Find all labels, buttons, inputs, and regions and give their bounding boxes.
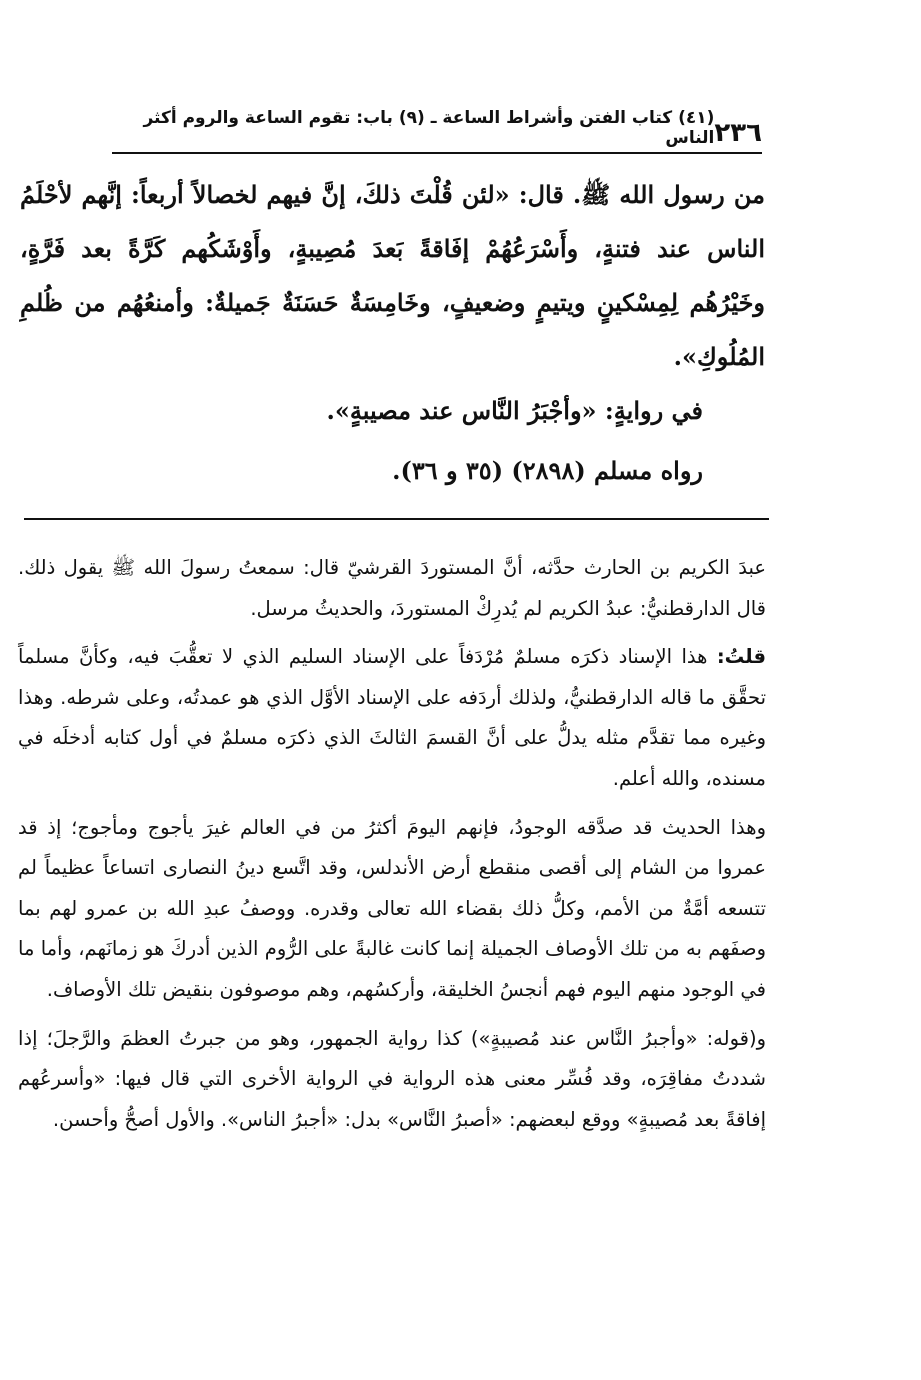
narration-reference: رواه مسلم (٢٨٩٨) (٣٥ و ٣٦). [392,456,703,485]
section-divider [24,518,769,520]
hadith-paragraph: من رسول الله ﷺ. قال: «لئن قُلْتَ ذلكَ، إنَّ فيهم لخصالاً أربعاً: إنَّهم لأحْلَمُ الناس عند فتنةٍ، وأَسْرَعُهُمْ إفَاقةً بَعدَ مُصِيبةٍ، وأَوْشَكُهم كَرَّةً بعد فَرَّةٍ، وخَيْرُهُم لِمِسْكينٍ ويتيمٍ وضعيفٍ، وخَامِسَةٌ حَسَنَةٌ جَميلةٌ: وأمنعُهُم من ظُلمِ المُلُوكِ». [20,180,765,371]
page-header [112,108,762,154]
commentary-paragraph-4: و(قوله: «وأجبرُ النَّاس عند مُصيبةٍ») كذا رواية الجمهور، وهو من جبرتُ العظمَ والرَّجلَ؛ إذا شددتُ مفاقِرَه، وقد فُسِّر معنى هذه الرواية في الرواية الأخرى التي قال فيها: «وأسرعُهم إفاقةً بعد مُصيبةٍ» ووقع لبعضهم: «أصبرُ النَّاس» بدل: «أجبرُ الناس». والأول أصحُّ وأحسن. [18,1026,766,1131]
commentary [18,548,766,1148]
page-number: ٢٣٦ [714,118,762,148]
running-title: (٤١) كتاب الفتن وأشراط الساعة ـ (٩) باب: تقوم الساعة والروم أكثر الناس [143,108,715,148]
commentary-paragraph-1: عبدَ الكريم بن الحارث حدَّثه، أنَّ المستوردَ القرشيّ قال: سمعتُ رسولَ الله ﷺ يقول ذلك. قال الدارقطنيُّ: عبدُ الكريم لم يُدرِكْ المستوردَ، والحديثُ مرسل. [18,556,766,620]
commentary-label: قلتُ: [716,645,766,669]
commentary-paragraph-2 [18,637,766,799]
variant-narration: في روايةٍ: «وأجْبَرُ النَّاس عند مصيبةٍ». [326,396,703,425]
commentary-paragraph-2-text: هذا الإسناد ذكرَه مسلمٌ مُرْدَفاً على الإسناد السليم الذي لا تعقُّبَ فيه، وكأنَّ مسلماً تحقَّق ما قاله الدارقطنيُّ، ولذلك أردَفه على الإسناد الأوَّل الذي هو عمدتُه، وعلى شرطه. وهذا وغيره مما تقدَّم مثله يدلُّ على أنَّ القسمَ الثالثَ الذي ذكرَه مسلمٌ في أول كتابه أدخلَه في مسنده، والله أعلم. [18,645,766,790]
commentary-paragraph-3: وهذا الحديث قد صدَّقه الوجودُ، فإنهم اليومَ أكثرُ من في العالم غيرَ يأجوج ومأجوج؛ إذ قد عمروا من الشام إلى أقصى منقطع أرض الأندلس، وقد اتَّسع دينُ النصارى اتساعاً عظيماً لم تتسعه أمَّةٌ من الأمم، وكلُّ ذلك بقضاء الله تعالى وقدره. ووصفُ عبدِ الله بن عمرو لهم بما وصفَهم به من تلك الأوصاف الجميلة إنما كانت غالبةً على الرُّوم الذين أدركَ هو زمانَهم، وأما ما في الوجود منهم اليوم فهم أنجسُ الخليقة، وأركسُهم، وهم موصوفون بنقيض تلك الأوصاف. [18,815,766,1001]
hadith-text [20,168,765,498]
